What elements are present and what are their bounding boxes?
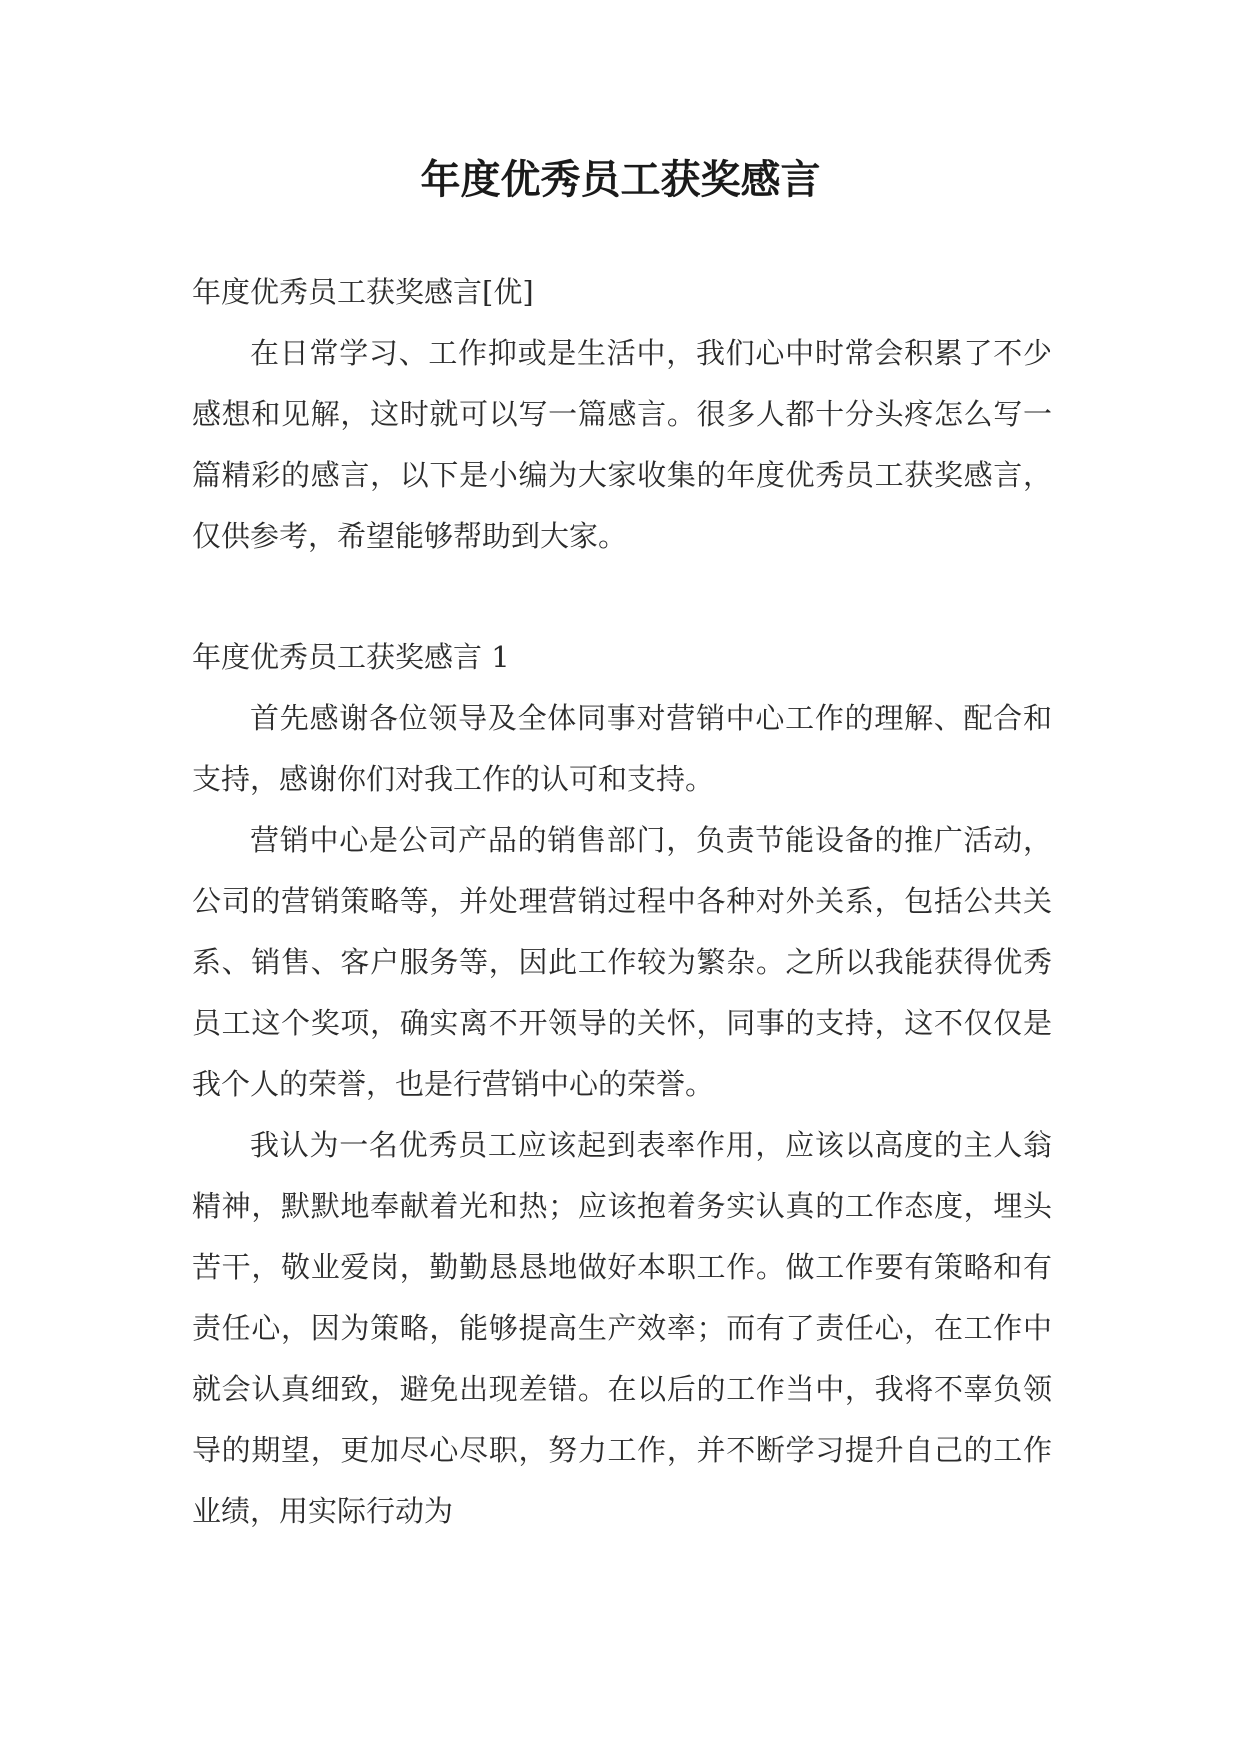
intro-paragraph: 在日常学习、工作抑或是生活中，我们心中时常会积累了不少感想和见解，这时就可以写一篇感言。很多人都十分头疼怎么写一篇精彩的感言，以下是小编为大家收集的年度优秀员工获奖感言，仅供参考，希望能够帮助到大家。 <box>192 336 1052 553</box>
section-heading: 年度优秀员工获奖感言 1 <box>192 640 510 674</box>
section-spacer <box>192 567 1052 627</box>
document-body <box>192 262 1052 1542</box>
section-paragraph: 我认为一名优秀员工应该起到表率作用，应该以高度的主人翁精神，默默地奉献着光和热；应该抱着务实认真的工作态度，埋头苦干，敬业爱岗，勤勤恳恳地做好本职工作。做工作要有策略和有责任心，因为策略，能够提高生产效率；而有了责任心，在工作中就会认真细致，避免出现差错。在以后的工作当中，我将不辜负领导的期望，更加尽心尽职，努力工作，并不断学习提升自己的工作业绩，用实际行动为 <box>192 1128 1052 1528</box>
intro-heading: 年度优秀员工获奖感言[优] <box>192 275 534 309</box>
section-paragraph: 营销中心是公司产品的销售部门，负责节能设备的推广活动，公司的营销策略等，并处理营销过程中各种对外关系，包括公共关系、销售、客户服务等，因此工作较为繁杂。之所以我能获得优秀员工这个奖项，确实离不开领导的关怀，同事的支持，这不仅仅是我个人的荣誉，也是行营销中心的荣誉。 <box>192 823 1052 1101</box>
document-title: 年度优秀员工获奖感言 <box>420 157 821 203</box>
section-paragraph: 首先感谢各位领导及全体同事对营销中心工作的理解、配合和支持，感谢你们对我工作的认可和支持。 <box>192 701 1052 796</box>
